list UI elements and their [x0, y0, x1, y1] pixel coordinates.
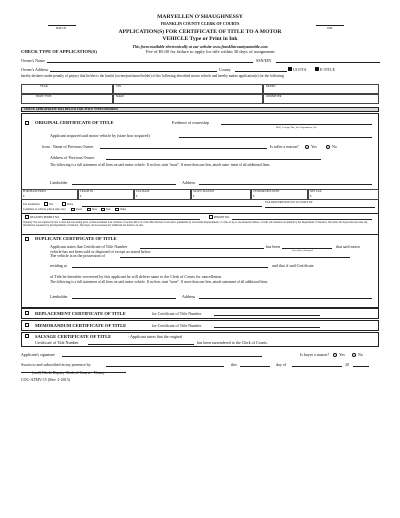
dup-lien-address-label: Address [182, 294, 196, 299]
buyer-yes-label: Yes [339, 352, 345, 357]
memorandum-checkbox[interactable] [25, 323, 29, 327]
trade-in-label: TRADE IN [80, 189, 93, 193]
from-label: from . Name of Previous Owner [42, 144, 94, 149]
dup-lien-address-input[interactable] [199, 295, 372, 299]
salvage-line2-b: has been surrendered to the Clerk of Courts. [197, 340, 268, 345]
net-tax-label: NET TAX [310, 189, 322, 193]
dup-line4-b: and that if said Certificate [272, 263, 314, 268]
condition-label: Condition of vehicle (check only one) [23, 208, 66, 211]
model-label: MODEL [266, 85, 276, 88]
duplicate-heading: DUPLICATE CERTIFICATE OF TITLE [35, 236, 117, 241]
clerk-name: MARYELLEN O'SHAUGHNESSY [157, 14, 243, 20]
vin-cell[interactable] [113, 84, 263, 94]
ucota-label: UCOTA [293, 66, 307, 72]
year-input[interactable] [353, 363, 369, 367]
seller-no-label: No [332, 144, 337, 149]
evidence-sub: MSO, Foreign Title, Etc. Registration, Etc. [276, 126, 318, 129]
sales-tax-due-value: $ [193, 195, 195, 198]
buyer-no-label: No [358, 352, 363, 357]
year-cell[interactable] [21, 84, 113, 94]
previous-owner-input[interactable] [100, 145, 267, 149]
ucota-checkbox[interactable] [288, 67, 292, 71]
seller-mason-question: Is seller a mason? [270, 144, 299, 149]
buyer-yes-radio[interactable] [333, 353, 337, 357]
dup-line2: vehicle has not been sold or disposed of except as stated below [50, 248, 151, 254]
dup-possession-input[interactable] [120, 254, 350, 258]
batch-label: BATCH [56, 26, 66, 30]
dealer-permit-checkbox[interactable] [25, 215, 29, 219]
replacement-for-label: for Certificate of Title Number [152, 311, 202, 316]
acquired-label: Applicant acquired said motor vehicle by (state how acquired) [50, 133, 150, 138]
tax-paid-input[interactable] [265, 204, 375, 208]
permit-no-label: PERMIT NO. [214, 215, 230, 219]
tax-yes-label: Yes [49, 202, 54, 206]
replacement-heading: REPLACEMENT CERTIFICATE OF TITLE [35, 310, 126, 316]
condition-fair-checkbox[interactable] [101, 208, 105, 212]
day-of-label: day of [276, 361, 287, 367]
owners-name-input[interactable] [47, 59, 253, 63]
body-type-label: BODY TYPE [36, 95, 52, 98]
vin-label: VIN [116, 85, 121, 88]
owners-name-label: Owner's Name [21, 58, 45, 63]
original-lienholder-label: Lienholder [50, 180, 68, 185]
etitle-label: E-TITLE [320, 66, 335, 72]
owners-address-label: Owner's Address [21, 66, 49, 72]
evidence-label: Evidence of ownership [172, 120, 209, 125]
check-type-heading: CHECK TYPE OF APPLICATION(S) [21, 48, 97, 54]
year-label: YEAR [40, 85, 48, 88]
condition-fair-label: Fair [106, 208, 111, 211]
duplicate-divider [21, 234, 379, 235]
prev-address-label: Address of Previous Owner [50, 155, 95, 160]
memorandum-for-label: for Certificate of Title Number [152, 323, 202, 328]
ssn-input[interactable] [276, 59, 380, 63]
condition-new-checkbox[interactable] [87, 208, 91, 212]
trade-in-value: $ [80, 195, 82, 198]
model-cell[interactable] [263, 84, 379, 94]
dup-line1-a: Applicant states that Certificate of Title Number [50, 244, 128, 249]
county-input[interactable] [235, 68, 287, 72]
tax-exemption-line[interactable] [82, 206, 262, 207]
online-note: This form available electronically at our website www.franklincountyautotitle.com [132, 43, 268, 49]
seller-yes-radio[interactable] [305, 145, 309, 149]
condition-other-label: Other [120, 208, 127, 211]
replacement-title-input[interactable] [214, 312, 320, 316]
purchase-price-label: PURCHASE PRICE [23, 189, 47, 193]
salvage-heading: SALVAGE CERTIFICATE OF TITLE [35, 333, 112, 339]
seller-yes-label: Yes [311, 144, 317, 149]
purchase-price-value: $ [23, 195, 25, 198]
memorandum-title-input[interactable] [214, 324, 320, 328]
form-title-line2: VEHICLE Type or Print in Ink [162, 35, 238, 42]
dealer-permit-input[interactable] [62, 216, 200, 220]
tax-base-label: TAX BASE [136, 189, 150, 193]
month-input[interactable] [292, 363, 342, 367]
dup-line4-a: residing at [50, 263, 67, 268]
original-checkbox[interactable] [25, 121, 29, 125]
sales-tax-due-label: SALES TAX DUE [193, 189, 215, 193]
salvage-desc: - Applicant states that the original [128, 334, 183, 339]
vendor-discount-label: VENDOR DISCOUNT [253, 189, 280, 193]
instruction-text: CHECK APPROPRIATE BOX BELOW FOR TITLE TYPES DESIRED [24, 107, 118, 112]
original-lien-address-label: Address [182, 180, 196, 185]
tax-none-label: None [67, 202, 74, 206]
tax-row-divider [21, 213, 379, 214]
etitle-checkbox[interactable] [315, 67, 319, 71]
dup-line5: of Title be hereafter recovered by this applicant he will deliver same to the Clerk of Courts for cancellation. [50, 273, 223, 279]
evidence-input[interactable] [221, 121, 372, 125]
day-input[interactable] [240, 363, 270, 367]
condition-used-label: Used [76, 208, 82, 211]
buyer-mason-question: Is buyer a mason? [300, 352, 329, 357]
make-cell[interactable] [113, 94, 263, 104]
original-liens-text: The following is a full statement of all liens on said motor vehicle. If no lien, state "none". If more than one lien, attach state- ment of all additional liens. [50, 162, 271, 167]
dup-line1-c: that said motor [336, 244, 360, 249]
original-heading: ORIGINAL CERTIFICATE OF TITLE [35, 120, 114, 125]
dealer-permit-label: DEALER'S PERMIT NO. [30, 215, 60, 219]
condition-new-label: New [92, 208, 98, 211]
dup-lienholder-input[interactable] [72, 295, 176, 299]
body-type-cell[interactable] [21, 94, 113, 104]
original-lienholder-input[interactable] [72, 181, 176, 185]
form-id: COC-ATMV-15 (Rev. 2-2015) [21, 377, 71, 382]
dup-lost-sub: lost, stolen, destroyed [292, 249, 313, 252]
make-label: MAKE [116, 95, 125, 98]
seal-line: (seal) Clerk, Deputy Clerk of Courts - Notary [32, 370, 105, 375]
year-label: 20 [345, 361, 349, 367]
tax-base-value: $ [136, 195, 138, 198]
salvage-line2-a: Certificate of Title Number [35, 340, 79, 345]
tax-yes-checkbox[interactable] [44, 202, 48, 206]
tax-paid-label: TAX PAID PREVIOUSLY TO STATE OF [265, 200, 313, 204]
form-title-line1: APPLICATION(S) FOR CERTIFICATE OF TITLE TO A MOTOR [118, 29, 282, 35]
owner-declaration: hereby declares under penalty of perjury that he/she is the lawful (owner/purchaser/holder) of the following described motor vehicle and hereby makes application(s) for the following [21, 74, 284, 78]
prev-address-input[interactable] [106, 156, 321, 160]
signature-label: Applicant's signature [21, 352, 55, 357]
permit-no-input[interactable] [232, 216, 372, 220]
sworn-label: Sworn to and subscribed in my presence by [21, 361, 91, 367]
signature-input[interactable] [62, 353, 262, 357]
replacement-checkbox[interactable] [25, 311, 29, 315]
salvage-checkbox[interactable] [25, 334, 29, 338]
fee-note: Fee of $5.00 for failure to apply for title within 30 days of assignment [146, 48, 275, 54]
dup-residing-input[interactable] [72, 264, 268, 268]
tax-exemption-label: Tax exemption [23, 202, 40, 206]
condition-used-checkbox[interactable] [71, 208, 75, 212]
memorandum-heading: MEMORANDUM CERTIFICATE OF TITLE [35, 322, 127, 328]
tax-none-checkbox[interactable] [62, 202, 66, 206]
acquired-input[interactable] [179, 134, 372, 138]
dup-line1-b: has been [266, 244, 280, 249]
dup-line3: The vehicle is in the possession of [50, 253, 105, 258]
duplicate-checkbox[interactable] [25, 237, 29, 241]
clerk-office: FRANKLIN COUNTY CLERK OF COURTS [160, 20, 240, 26]
permit-no-checkbox[interactable] [209, 215, 213, 219]
ssn-label: SSN/EIN [256, 58, 272, 63]
dup-liens-text: The following is a full statement of all liens on said motor vehicle. If no lien, state "none". If more than one lien, attach statement of all additional liens. [50, 279, 269, 284]
owners-address-input[interactable] [50, 68, 217, 72]
condition-other-checkbox[interactable] [115, 208, 119, 212]
net-tax-value: $ [310, 195, 312, 198]
odometer-label: ODOMETER [266, 95, 282, 98]
seller-no-radio[interactable] [326, 145, 330, 149]
salvage-title-input[interactable] [88, 341, 194, 345]
county-label: County [219, 66, 231, 72]
sworn-by-input[interactable] [106, 363, 224, 367]
warning-text: Warning: You are required by law to state the true selling price. A false statement is in violation of section 2921.13 of the Ohio Revised Code and is punishable by six months imprisonment, or a fine of up to one thousand dollars, or both. All transfers are audited by the Department of Taxation. The seller and buyer must provide any information requested by the Department of Taxation. The buyer can be assessed any additional tax found to be due. [23, 221, 368, 228]
dup-title-number-input[interactable] [140, 245, 264, 249]
original-lien-address-input[interactable] [199, 181, 372, 185]
vendor-discount-value: $ [253, 195, 255, 198]
dup-lienholder-label: Lienholder [50, 294, 68, 299]
buyer-no-radio[interactable] [352, 353, 356, 357]
job-label: JOB [327, 26, 333, 30]
this-label: this [231, 361, 237, 367]
